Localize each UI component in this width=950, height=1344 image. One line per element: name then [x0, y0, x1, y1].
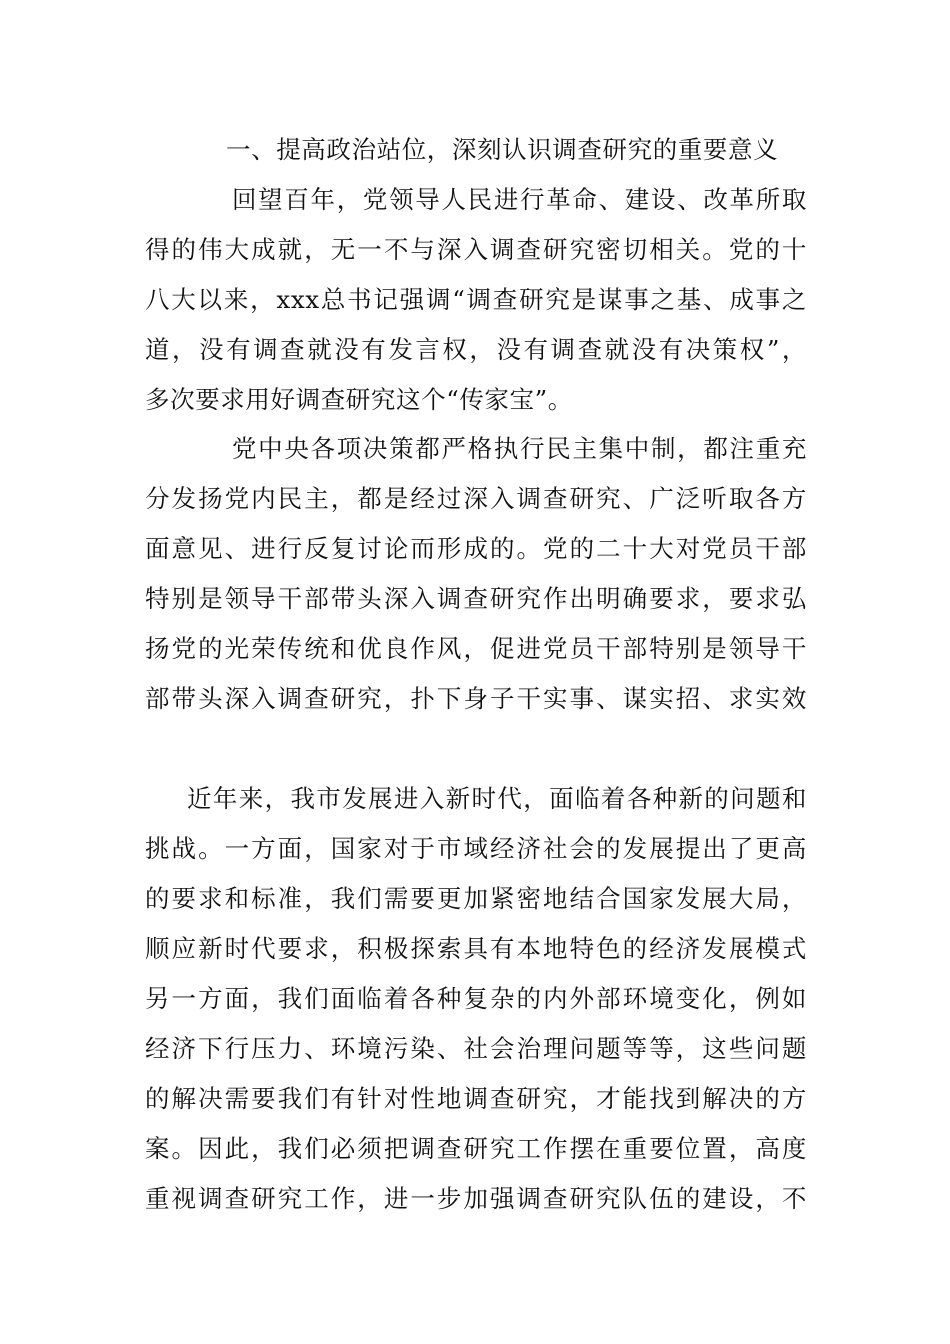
- paragraph-line: 经济下行压力、环境污染、社会治理问题等等，这些问题: [145, 1034, 807, 1063]
- paragraph-line: 回望百年，党领导人民进行革命、建设、改革所取: [232, 185, 807, 214]
- paragraph-line: 近年来，我市发展进入新时代，面临着各种新的问题和: [187, 784, 807, 813]
- paragraph-line: 的解决需要我们有针对性地调查研究，才能找到解决的方: [145, 1084, 807, 1113]
- paragraph-line: 八大以来，xxx总书记强调“调查研究是谋事之基、成事之: [145, 285, 807, 314]
- paragraph-line: 顺应新时代要求，积极探索具有本地特色的经济发展模式: [145, 934, 807, 963]
- section-heading: 一、提高政治站位，深刻认识调查研究的重要意义: [226, 135, 779, 164]
- paragraph-line: 的要求和标准，我们需要更加紧密地结合国家发展大局，: [145, 884, 807, 913]
- paragraph-line: 党中央各项决策都严格执行民主集中制，都注重充: [232, 434, 807, 463]
- paragraph-line: 道，没有调查就没有发言权，没有调查就没有决策权”，: [145, 335, 807, 364]
- paragraph-line: 另一方面，我们面临着各种复杂的内外部环境变化，例如: [145, 984, 807, 1013]
- paragraph-line: 分发扬党内民主，都是经过深入调查研究、广泛听取各方: [145, 484, 807, 513]
- paragraph-line: 面意见、进行反复讨论而形成的。党的二十大对党员干部: [145, 534, 807, 563]
- paragraph-line: 部带头深入调查研究，扑下身子干实事、谋实招、求实效: [145, 684, 807, 713]
- paragraph-line: 挑战。一方面，国家对于市域经济社会的发展提出了更高: [145, 834, 807, 863]
- paragraph-line: 特别是领导干部带头深入调查研究作出明确要求，要求弘: [145, 584, 807, 613]
- paragraph-line: 得的伟大成就，无一不与深入调查研究密切相关。党的十: [145, 235, 807, 264]
- paragraph-line: 重视调查研究工作，进一步加强调查研究队伍的建设，不: [145, 1184, 807, 1213]
- paragraph-line: 案。因此，我们必须把调查研究工作摆在重要位置，高度: [145, 1134, 807, 1163]
- paragraph-line: 扬党的光荣传统和优良作风，促进党员干部特别是领导干: [145, 634, 807, 663]
- paragraph-line: 多次要求用好调查研究这个“传家宝”。: [145, 385, 573, 414]
